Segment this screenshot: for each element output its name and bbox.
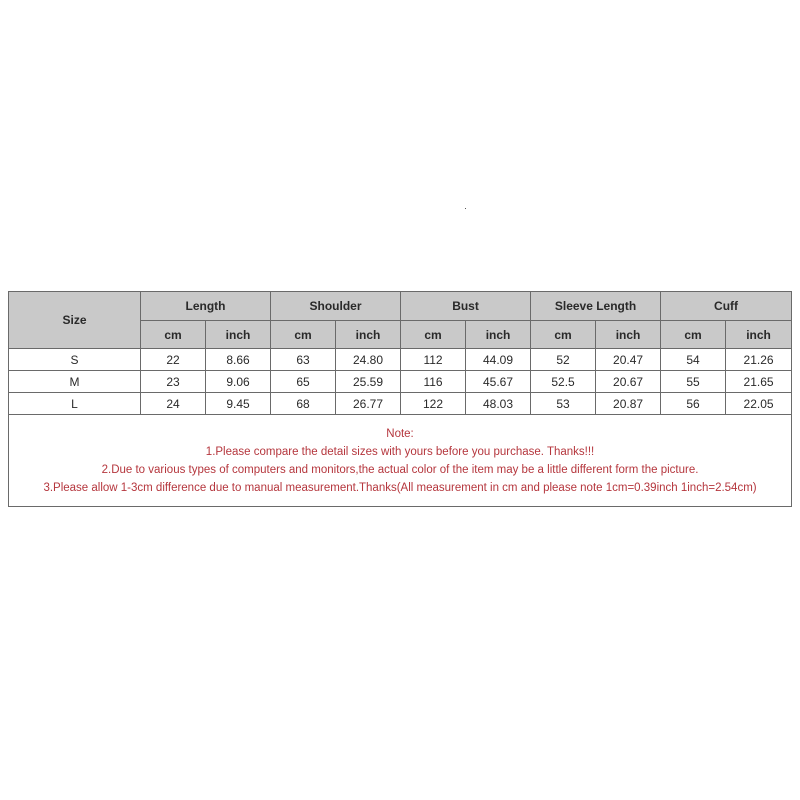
note-line: 2.Due to various types of computers and monitors,the actual color of the item may be a little different form the picture. [101, 463, 699, 476]
group-header-sleeve-length: Sleeve Length [531, 292, 661, 321]
table-cell: 20.47 [596, 349, 661, 371]
table-cell: 52.5 [531, 371, 596, 393]
size-cell: S [9, 349, 141, 371]
table-cell: 20.87 [596, 393, 661, 415]
note-line: 1.Please compare the detail sizes with yours before you purchase. Thanks!!! [205, 445, 595, 458]
group-header-length: Length [141, 292, 271, 321]
unit-header: inch [466, 321, 531, 349]
table-cell: 56 [661, 393, 726, 415]
table-cell: 48.03 [466, 393, 531, 415]
table-cell: 122 [401, 393, 466, 415]
notes-row [9, 415, 792, 507]
unit-header: cm [661, 321, 726, 349]
unit-header: cm [401, 321, 466, 349]
note-title: Note: [386, 427, 414, 440]
table-cell: 55 [661, 371, 726, 393]
table-cell: 9.06 [206, 371, 271, 393]
table-cell: 8.66 [206, 349, 271, 371]
size-cell: L [9, 393, 141, 415]
group-header-shoulder: Shoulder [271, 292, 401, 321]
group-header-cuff: Cuff [661, 292, 792, 321]
table-cell: 112 [401, 349, 466, 371]
table-cell: 9.45 [206, 393, 271, 415]
size-chart-table [8, 291, 792, 507]
table-cell: 20.67 [596, 371, 661, 393]
stray-dot [465, 208, 466, 209]
size-header: Size [9, 292, 141, 349]
table-cell: 21.26 [726, 349, 792, 371]
table-cell: 53 [531, 393, 596, 415]
table-cell: 52 [531, 349, 596, 371]
table-cell: 24.80 [336, 349, 401, 371]
table-cell: 21.65 [726, 371, 792, 393]
table-cell: 63 [271, 349, 336, 371]
notes-cell [9, 415, 792, 507]
group-header-row [9, 292, 792, 321]
table-cell: 22.05 [726, 393, 792, 415]
group-header-bust: Bust [401, 292, 531, 321]
table-cell: 23 [141, 371, 206, 393]
unit-header: inch [596, 321, 661, 349]
table-row [9, 349, 792, 371]
table-cell: 26.77 [336, 393, 401, 415]
unit-header: inch [206, 321, 271, 349]
table-cell: 22 [141, 349, 206, 371]
table-cell: 68 [271, 393, 336, 415]
table-cell: 116 [401, 371, 466, 393]
unit-header: inch [726, 321, 792, 349]
table-cell: 24 [141, 393, 206, 415]
unit-header: cm [531, 321, 596, 349]
table-row [9, 371, 792, 393]
table-row [9, 393, 792, 415]
unit-header: cm [271, 321, 336, 349]
table-cell: 25.59 [336, 371, 401, 393]
note-line: 3.Please allow 1-3cm difference due to manual measurement.Thanks(All measurement in cm and please note 1cm=0.39inch 1inch=2.54cm) [43, 481, 757, 494]
table-cell: 45.67 [466, 371, 531, 393]
table-cell: 65 [271, 371, 336, 393]
unit-header: inch [336, 321, 401, 349]
table-cell: 44.09 [466, 349, 531, 371]
table-cell: 54 [661, 349, 726, 371]
unit-header: cm [141, 321, 206, 349]
size-cell: M [9, 371, 141, 393]
